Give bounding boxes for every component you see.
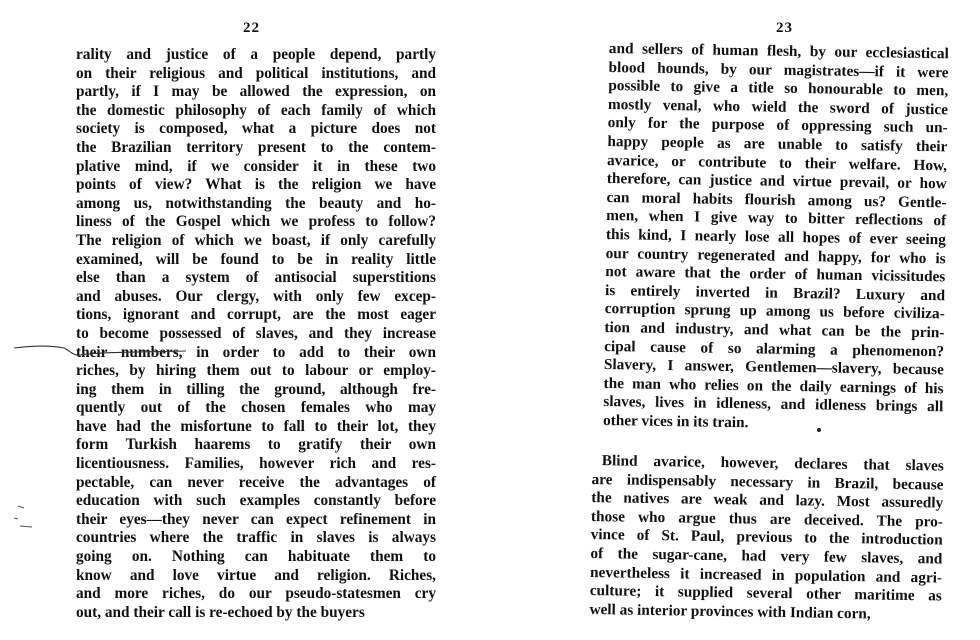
text-line: the Brazilian territory present to the contem- xyxy=(76,138,436,156)
text-line: else than a system of antisocial superstitions xyxy=(76,269,436,287)
text-line: partly, if I may be allowed the expression, on xyxy=(76,83,436,101)
text-line: quently out of the chosen females who may xyxy=(76,399,436,417)
text-line: Blind avarice, however, declares that slaves xyxy=(601,452,944,475)
text-line: slaves, lives in idleness, and idleness brings all xyxy=(603,393,944,416)
text-line: have had the misfortune to fall to their lot, they xyxy=(76,417,436,435)
text-line: countries where the traffic in slaves is always xyxy=(76,529,436,547)
text-line: pectable, can never receive the advantages of xyxy=(76,473,436,491)
text-line: points of view? What is the religion we have xyxy=(76,176,436,194)
text-line: Slavery, I answer, Gentlemen—slavery, because xyxy=(603,356,944,379)
text-line: the domestic philosophy of each family of which xyxy=(76,101,436,119)
text-line: plative mind, if we consider it in these two xyxy=(76,157,436,175)
text-line: therefore, can justice and virtue prevail, or how xyxy=(606,170,947,193)
text-line: their eyes—they never can expect refinement in xyxy=(76,510,436,528)
text-line: form Turkish haarems to gratify their own xyxy=(76,436,436,454)
text-line: nevertheless it increased in population and agri- xyxy=(589,563,943,587)
text-line: other vices in its train. xyxy=(602,411,749,432)
section-dot xyxy=(817,428,821,432)
text-line: society is composed, what a picture does not xyxy=(76,120,436,138)
text-line: ing them in tilling the ground, although fre- xyxy=(76,380,436,398)
text-line: liness of the Gospel which we profess to follow? xyxy=(76,213,436,231)
text-line: and sellers of human flesh, by our ecclesiastical xyxy=(608,40,949,63)
text-line: and abuses. Our clergy, with only few excep- xyxy=(76,287,436,305)
text-line: riches, by hiring them out to labour or employ- xyxy=(76,362,436,380)
text-line: are indispensably necessary in Brazil, because xyxy=(591,470,944,494)
text-line: happy people as are unable to satisfy their xyxy=(607,132,948,156)
text-line: this kind, I nearly lose all hopes of ever seeing xyxy=(605,225,947,249)
text-line: cipal cause of so alarming a phenomenon? xyxy=(604,337,945,360)
text-line: on their religious and political institutions, and xyxy=(76,64,436,82)
right-page-paragraph-2 xyxy=(589,452,944,625)
right-page xyxy=(490,0,980,640)
text-line: men, when I give way to bitter reflections of xyxy=(606,207,947,230)
text-line: culture; it supplied several other maritime as xyxy=(589,582,942,605)
text-line: and more riches, do our pseudo-statesmen cry xyxy=(76,585,436,603)
text-line: going on. Nothing can habituate them to xyxy=(76,548,436,566)
text-line: not aware that the order of human vicissitudes xyxy=(605,263,946,286)
text-line: corruption sprung up among us before civiliza- xyxy=(604,300,945,323)
text-line: among us, notwithstanding the beauty and ho- xyxy=(76,194,436,212)
text-line: blood hounds, by our magistrates—if it were xyxy=(608,58,949,81)
text-line: possible to give a title so honourable to men, xyxy=(608,77,949,100)
text-line: their numbers, in order to add to their own xyxy=(76,343,436,361)
text-line: to become possessed of slaves, and they increase xyxy=(76,324,436,342)
text-line: those who argue thus are deceived. The pro- xyxy=(590,507,944,531)
text-line: can moral habits flourish among us? Gentle- xyxy=(606,188,947,212)
text-line: the natives are weak and lazy. Most assuredly xyxy=(591,489,944,512)
text-line: education with such examples constantly before xyxy=(76,492,436,510)
text-line: tion and industry, and what can be the prin- xyxy=(604,318,945,342)
right-page-paragraph-1 xyxy=(603,40,949,436)
text-line: The religion of which we boast, if only carefully xyxy=(76,231,436,249)
text-line: licentiousness. Families, however rich and res- xyxy=(76,455,436,473)
text-line: examined, will be found to be in reality little xyxy=(76,250,436,268)
page-number: 22 xyxy=(243,20,260,36)
text-line: mostly venal, who wield the sword of justice xyxy=(607,95,949,119)
text-line: of the sugar-cane, had very few slaves, and xyxy=(590,544,943,568)
text-line: rality and justice of a people depend, partly xyxy=(76,46,436,63)
text-line: out, and their call is re-echoed by the buyers xyxy=(76,603,365,621)
text-line: is entirely inverted in Brazil? Luxury and xyxy=(604,281,946,305)
text-line: the man who relies on the daily earnings of his xyxy=(603,374,944,397)
page-number: 23 xyxy=(776,20,793,36)
text-line: our country regenerated and happy, for who is xyxy=(605,244,946,267)
text-line: know and love virtue and religion. Riches, xyxy=(76,566,436,584)
text-line: well as interior provinces with Indian corn, xyxy=(589,600,871,623)
text-line: only for the purpose of oppressing such un- xyxy=(607,114,948,137)
text-line: vince of St. Paul, previous to the introduction xyxy=(590,526,943,549)
text-line: avarice, or contribute to their welfare. How, xyxy=(606,151,948,174)
text-line: tions, ignorant and corrupt, are the most eager xyxy=(76,306,436,324)
